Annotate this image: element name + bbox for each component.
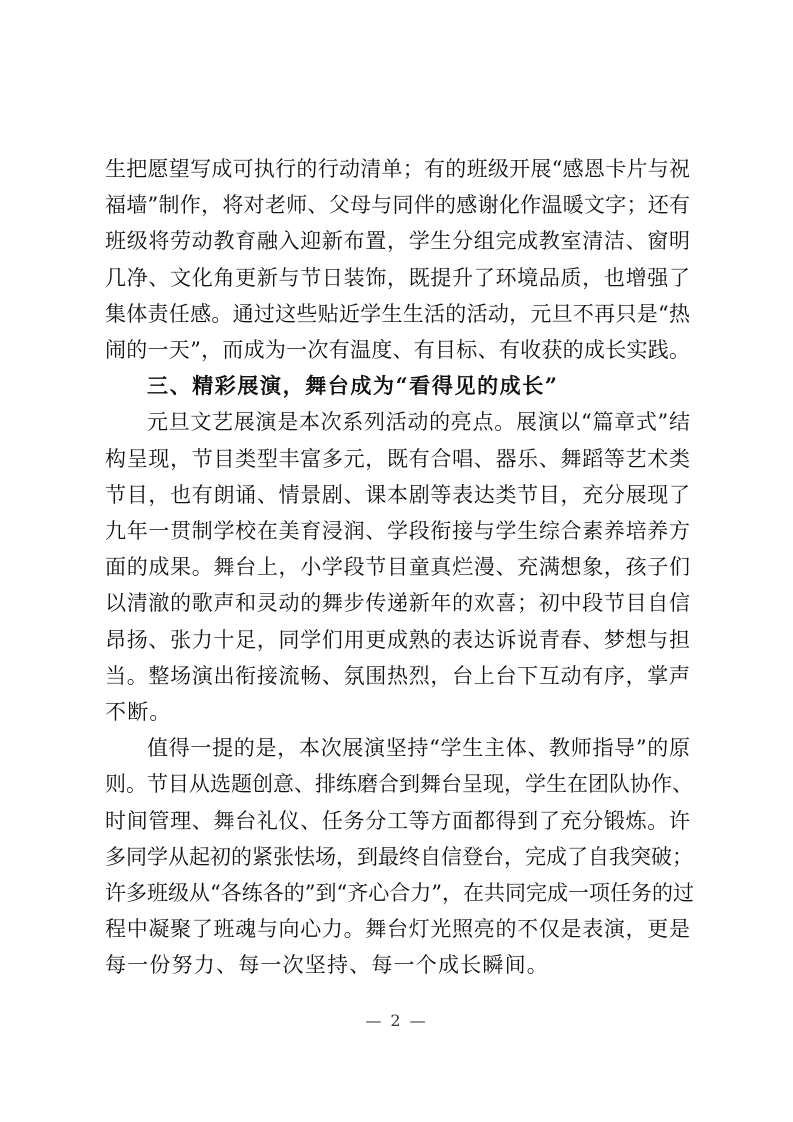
- paragraph-line: 元旦文艺展演是本次系列活动的亮点。展演以“篇章式”结: [147, 410, 690, 434]
- paragraph-line: 班级将劳动教育融入迎新布置，学生分组完成教室清洁、窗明: [105, 229, 690, 253]
- paragraph-line: 闹的一天”，而成为一次有温度、有目标、有收获的成长实践。: [105, 338, 690, 362]
- paragraph-line: 昂扬、张力十足，同学们用更成熟的表达诉说青春、梦想与担: [105, 628, 690, 652]
- paragraph-line: 许多班级从“各练各的”到“齐心合力”，在共同完成一项任务的过: [105, 881, 694, 905]
- paragraph-line: 则。节目从选题创意、排练磨合到舞台呈现，学生在团队协作、: [105, 772, 693, 796]
- paragraph-line: 每一份努力、每一次坚持、每一个成长瞬间。: [105, 953, 549, 977]
- page-number: — 2 —: [365, 1011, 428, 1030]
- section-heading: 三、精彩展演，舞台成为“看得见的成长”: [147, 373, 559, 398]
- paragraph-line: 面的成果。舞台上，小学段节目童真烂漫、充满想象，孩子们: [105, 555, 690, 579]
- paragraph-line: 九年一贯制学校在美育浸润、学段衔接与学生综合素养培养方: [105, 519, 690, 543]
- paragraph-line: 以清澈的歌声和灵动的舞步传递新年的欢喜；初中段节目自信: [105, 591, 690, 615]
- paragraph-line: 几净、文化角更新与节日装饰，既提升了环境品质，也增强了: [105, 266, 690, 290]
- paragraph-line: 程中凝聚了班魂与向心力。舞台灯光照亮的不仅是表演，更是: [105, 917, 690, 941]
- paragraph-line: 当。整场演出衔接流畅、氛围热烈，台上台下互动有序，掌声: [105, 664, 690, 688]
- paragraph-line: 值得一提的是，本次展演坚持“学生主体、教师指导”的原: [147, 736, 690, 760]
- paragraph-line: 构呈现，节目类型丰富多元，既有合唱、器乐、舞蹈等艺术类: [105, 447, 690, 471]
- paragraph-line: 集体责任感。通过这些贴近学生生活的活动，元旦不再只是“热: [105, 302, 690, 326]
- paragraph-line: 福墙”制作，将对老师、父母与同伴的感谢化作温暖文字；还有: [105, 193, 690, 217]
- paragraph-line: 节目，也有朗诵、情景剧、课本剧等表达类节目，充分展现了: [105, 483, 690, 507]
- paragraph-line: 不断。: [105, 700, 172, 724]
- paragraph-line: 多同学从起初的紧张怯场，到最终自信登台，完成了自我突破；: [105, 845, 693, 869]
- paragraph-line: 时间管理、舞台礼仪、任务分工等方面都得到了充分锻炼。许: [105, 809, 690, 833]
- paragraph-line: 生把愿望写成可执行的行动清单；有的班级开展“感恩卡片与祝: [105, 157, 690, 181]
